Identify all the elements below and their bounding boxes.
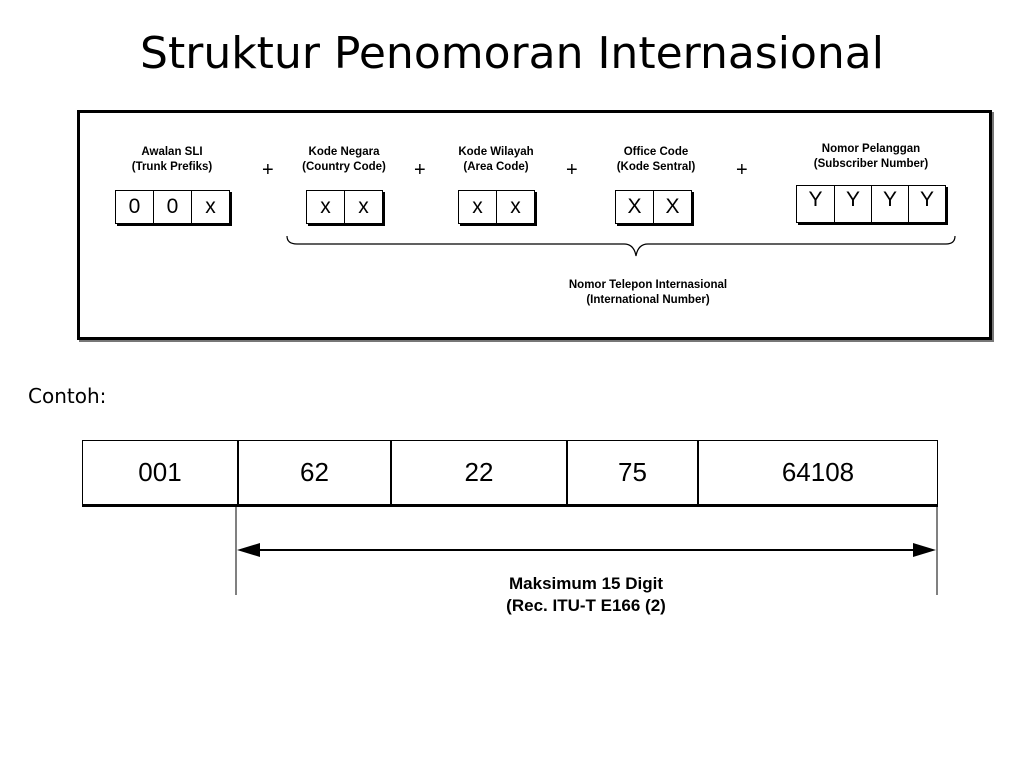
digit-box: Y [908, 186, 945, 222]
example-cell-subscriber-number: 64108 [697, 441, 937, 504]
segment-title: Kode Negara [308, 146, 380, 158]
segment-title: Office Code [623, 146, 689, 158]
segment-subtitle: (Trunk Prefiks) [131, 161, 213, 173]
digit-box: 0 [153, 191, 191, 223]
page-title: Struktur Penomoran Internasional [140, 28, 884, 79]
segment-subtitle: (Country Code) [302, 161, 386, 173]
caption-reference: (Rec. ITU-T E166 (2) [506, 596, 666, 615]
example-cell-area-code: 22 [390, 441, 566, 504]
digit-box: Y [808, 188, 823, 211]
digit-box: Y [871, 186, 908, 222]
digit-box: X [653, 191, 691, 223]
segment-title: Kode Wilayah [458, 146, 534, 158]
segment-subtitle: (Area Code) [463, 161, 529, 173]
max-digits-caption [436, 573, 736, 617]
plus-sign: + [736, 159, 748, 181]
example-cell-prefix: 001 [138, 457, 182, 487]
example-number-row [82, 440, 938, 505]
brace-subtitle: (International Number) [586, 294, 710, 306]
arrowhead-right [913, 543, 936, 557]
example-cell-office-code: 75 [566, 441, 697, 504]
plus-sign: + [566, 159, 578, 181]
example-cell-country-code: 62 [237, 441, 390, 504]
segment-subtitle: (Kode Sentral) [616, 161, 696, 173]
arrowhead-left [237, 543, 260, 557]
digit-box: x [344, 191, 382, 223]
digit-box: x [191, 191, 229, 223]
caption-title: Maksimum 15 Digit [509, 574, 663, 593]
brace-title: Nomor Telepon Internasional [568, 279, 728, 291]
digit-box: x [496, 191, 534, 223]
digit-box: x [320, 195, 331, 218]
plus-sign: + [414, 159, 426, 181]
segment-title: Nomor Pelanggan [821, 143, 921, 155]
digit-box: x [472, 195, 483, 218]
segment-subtitle: (Subscriber Number) [813, 158, 929, 170]
digit-box: 0 [128, 195, 141, 218]
segment-title: Awalan SLI [141, 146, 203, 158]
international-number-label [548, 278, 748, 308]
plus-sign: + [262, 159, 274, 181]
international-number-brace [287, 236, 955, 256]
example-label: Contoh: [28, 384, 107, 408]
digit-box: Y [834, 186, 871, 222]
digit-box: X [627, 195, 642, 218]
